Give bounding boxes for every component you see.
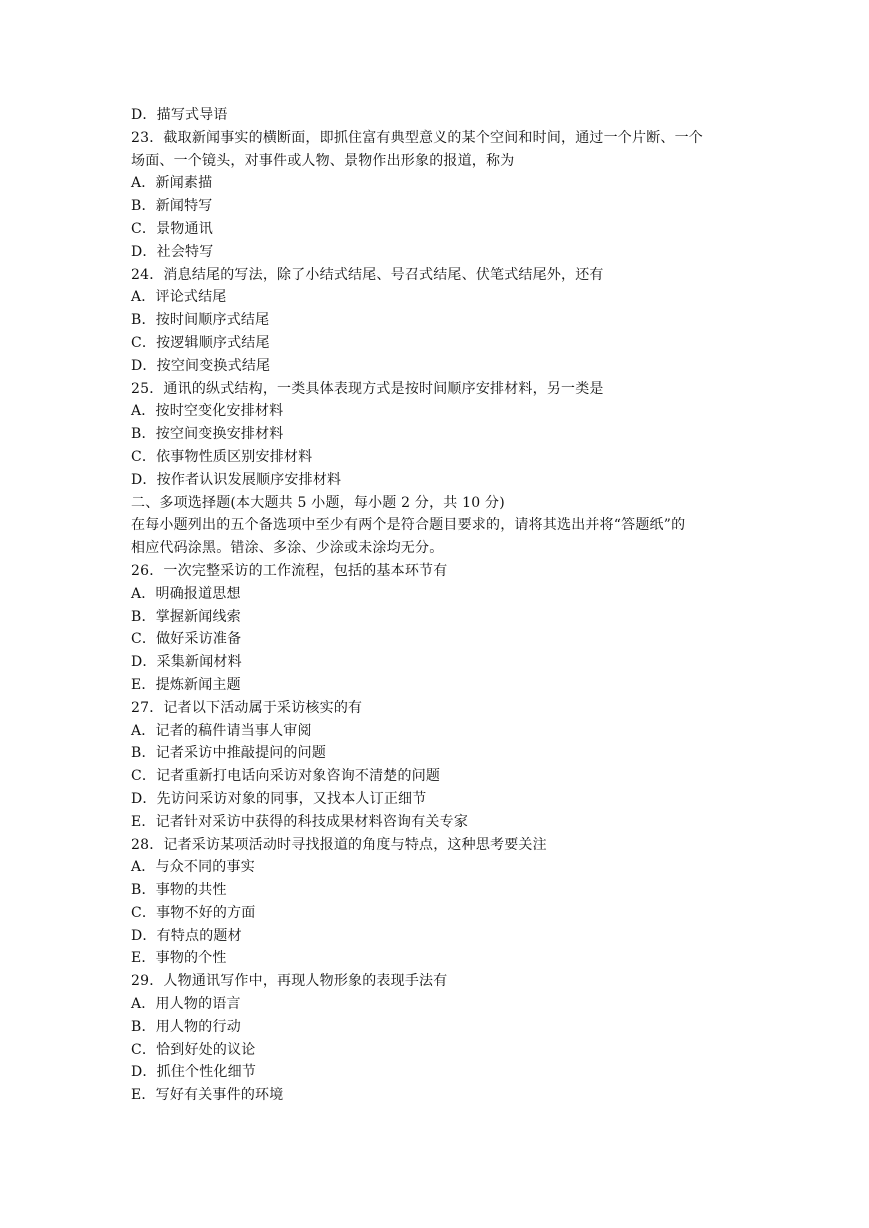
option-26-d: D．采集新闻材料: [131, 654, 242, 671]
option-26-e: E．提炼新闻主题: [131, 676, 241, 693]
section-instructions-line-1: 在每小题列出的五个备选项中至少有两个是符合题目要求的，请将其选出并将“答题纸”的: [131, 517, 686, 534]
option-28-a: A．与众不同的事实: [131, 859, 255, 876]
option-24-c: C．按逻辑顺序式结尾: [131, 334, 270, 351]
question-23-line-2: 场面、一个镜头，对事件或人物、景物作出形象的报道，称为: [131, 152, 515, 169]
option-24-a: A．评论式结尾: [131, 289, 227, 306]
option-29-c: C．恰到好处的议论: [131, 1041, 256, 1058]
question-29: 29．人物通讯写作中，再现人物形象的表现手法有: [131, 973, 448, 990]
option-23-d: D．社会特写: [131, 243, 214, 260]
option-29-e: E．写好有关事件的环境: [131, 1087, 284, 1104]
option-25-b: B．按空间变换安排材料: [131, 426, 284, 443]
option-26-b: B．掌握新闻线索: [131, 608, 241, 625]
option-25-a: A．按时空变化安排材料: [131, 403, 284, 420]
option-28-d: D．有特点的题材: [131, 927, 242, 944]
question-25: 25．通讯的纵式结构，一类具体表现方式是按时间顺序安排材料，另一类是: [131, 380, 604, 397]
section-heading-multiple-choice: 二、多项选择题(本大题共 5 小题，每小题 2 分，共 10 分): [131, 494, 505, 511]
option-29-b: B．用人物的行动: [131, 1018, 241, 1035]
option-27-c: C．记者重新打电话向采访对象咨询不清楚的问题: [131, 768, 441, 785]
question-28: 28．记者采访某项活动时寻找报道的角度与特点，这种思考要关注: [131, 836, 547, 853]
section-instructions-line-2: 相应代码涂黑。错涂、多涂、少涂或未涂均无分。: [131, 540, 444, 557]
document-page: [131, 104, 751, 1107]
option-23-a: A．新闻素描: [131, 175, 213, 192]
option-26-a: A．明确报道思想: [131, 585, 241, 602]
option-28-b: B．事物的共性: [131, 882, 227, 899]
option-26-c: C．做好采访准备: [131, 631, 242, 648]
option-23-b: B．新闻特写: [131, 198, 213, 215]
option-25-d: D．按作者认识发展顺序安排材料: [131, 471, 342, 488]
option-27-a: A．记者的稿件请当事人审阅: [131, 722, 312, 739]
option-27-d: D．先访问采访对象的同事，又找本人订正细节: [131, 790, 427, 807]
question-27: 27．记者以下活动属于采访核实的有: [131, 699, 363, 716]
option-24-b: B．按时间顺序式结尾: [131, 312, 270, 329]
option-27-e: E．记者针对采访中获得的科技成果材料咨询有关专家: [131, 813, 469, 830]
option-25-c: C．依事物性质区别安排材料: [131, 448, 313, 465]
option-28-c: C．事物不好的方面: [131, 904, 256, 921]
question-26: 26．一次完整采访的工作流程，包括的基本环节有: [131, 562, 448, 579]
question-23-line-1: 23．截取新闻事实的横断面，即抓住富有典型意义的某个空间和时间，通过一个片断、一个: [131, 129, 704, 146]
option-29-a: A．用人物的语言: [131, 996, 241, 1013]
question-24: 24．消息结尾的写法，除了小结式结尾、号召式结尾、伏笔式结尾外，还有: [131, 266, 604, 283]
option-27-b: B．记者采访中推敲提问的问题: [131, 745, 327, 762]
option-23-c: C．景物通讯: [131, 220, 213, 237]
option-24-d: D．按空间变换式结尾: [131, 357, 271, 374]
option-28-e: E．事物的个性: [131, 950, 227, 967]
option-22-d: D．描写式导语: [131, 107, 228, 123]
option-29-d: D．抓住个性化细节: [131, 1064, 257, 1081]
